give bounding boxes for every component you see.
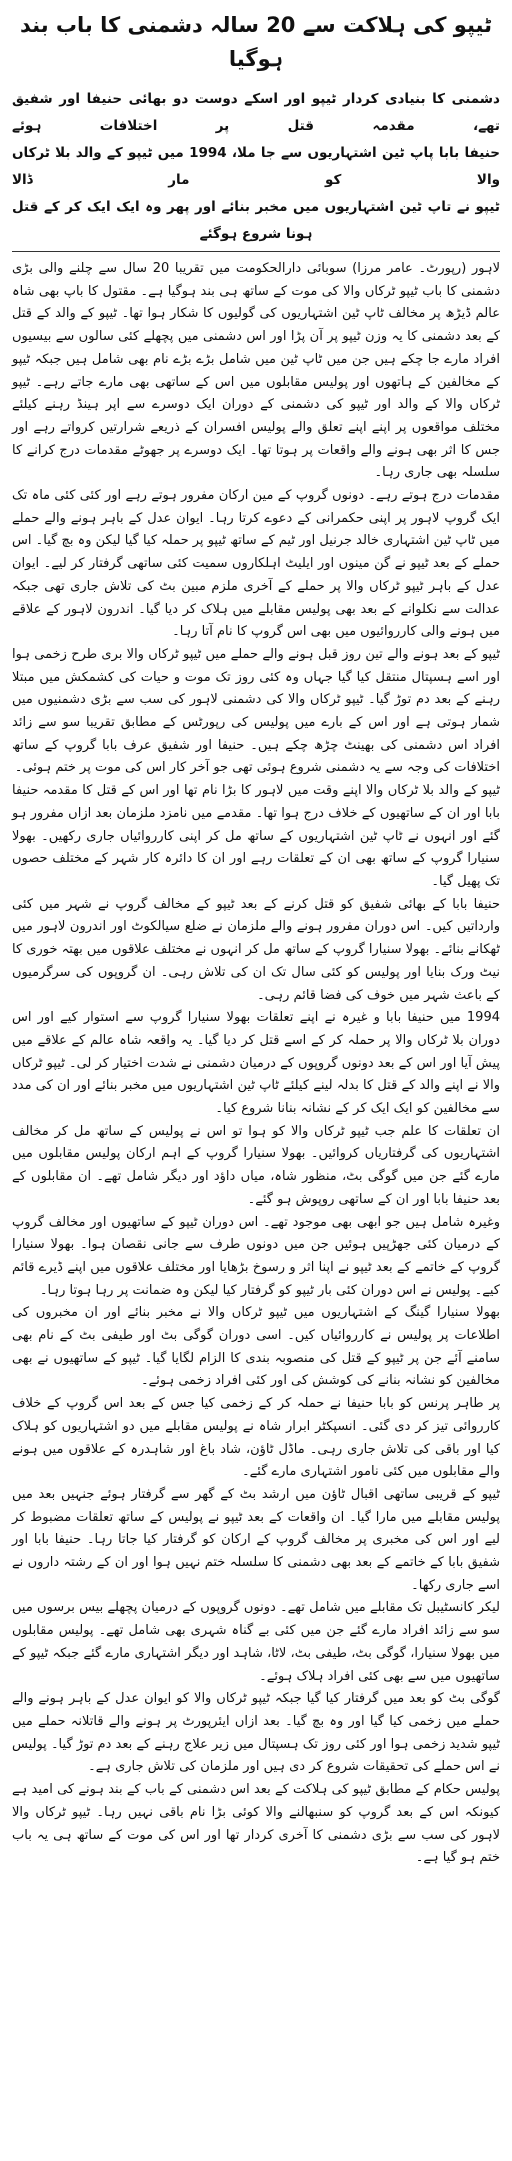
subheadline-2: حنیفا بابا پاپ ٹین اشتہاریوں سے جا ملا، 1994 میں ٹیپو کے والد بلا ٹرکاں والا کو مار ڈالا [12,145,500,188]
paragraph: لیکر کانسٹیبل تک مقابلے میں شامل تھے۔ دونوں گروپوں کے درمیان پچھلے بیس برسوں میں سو سے زائد افراد مارے گئے جن میں کئی بے گناہ شہری بھی شامل تھے۔ پولیس مقابلوں میں بھولا سنیارا، گوگی بٹ، طیفی بٹ، لاٹا، شاہد اور دیگر اشتہاری مارے گئے جبکہ ٹیپو کے ساتھیوں میں سے بھی کئی افراد ہلاک ہوئے۔ [12,1600,500,1684]
paragraph: لاہور (رپورٹ۔ عامر مرزا) سوبائی دارالحکومت میں تقریبا 20 سال سے چلنے والی بڑی دشمنی کا باب ٹیپو ٹرکاں والا کی موت کے ساتھ ہی بند ہوگیا ہے۔ مقتول کا باپ بھی شاہ عالم ڈیڑھ پر مخالف ٹاپ ٹین اشتہاریوں کی گولیوں کا شکار ہوا تھا۔ ٹیپو کے والد کے قتل کے بعد دشمنی کا یہ وزن ٹیپو پر آن پڑا اور اس دشمنی میں پچھلے کئی سالوں سے بیسیوں افراد مارے جا چکے ہیں جن میں ٹاپ ٹین میں شامل بڑے بڑے نام بھی شامل ہیں جبکہ ٹیپو کے مخالفین کے ہاتھوں اور پولیس مقابلوں میں اس کے ساتھی بھی مارے جاتے رہے۔ ٹیپو ٹرکاں والا کے والد اور ٹیپو کی دشمنی کے دوران ایک دوسرے سے اپر ہینڈ رہنے کیلئے مختلف مواقعوں پر اپنے اپنے تعلق والے پولیس افسران کے ذریعے شرارتیں کرواتے رہے اور جس کا اثر بھی ہونے والے واقعات پر ہوتا تھا۔ ایک دوسرے پر جھوٹے مقدمات درج کرانے کا سلسلہ بھی جاری رہا۔ [12,261,500,481]
paragraph: پر طاہر پرنس کو بابا حنیفا نے حملہ کر کے زخمی کیا جس کے بعد اس گروپ کے خلاف کارروائی تیز کر دی گئی۔ انسپکٹر ابرار شاہ نے پولیس مقابلے میں دو اشتہاریوں کو ہلاک کیا اور باقی کی تلاش جاری رہی۔ ماڈل ٹاؤن، شاد باغ اور شاہدرہ کے علاقوں میں ہونے والے مقابلوں میں کئی نامور اشتہاری مارے گئے۔ [12,1396,500,1480]
paragraph: بھولا سنیارا گینگ کے اشتہاریوں میں ٹیپو ٹرکاں والا نے مخبر بنائے اور ان مخبروں کی اطلاعات پر پولیس نے کارروائیاں کیں۔ اسی دوران گوگی بٹ اور طیفی بٹ کے نام بھی سامنے آئے جن پر ٹیپو کے قتل کی منصوبہ بندی کا الزام لگایا گیا۔ ٹیپو کے ساتھیوں نے بھی مخالفین کو نشانہ بنانے کی کوشش کی اور کئی افراد زخمی ہوئے۔ [12,1305,500,1389]
paragraph: ٹیپو کے قریبی ساتھی اقبال ٹاؤن میں ارشد بٹ کے گھر سے گرفتار ہوئے جنہیں بعد میں پولیس مقابلے میں مارا گیا۔ ان واقعات کے بعد ٹیپو نے پولیس کے ساتھ تعلقات مضبوط کر لیے اور اس کی مخبری پر مخالف گروپ کے ارکان کو گرفتار کیا جاتا رہا۔ حنیفا بابا اور شفیق بابا کے خاتمے کے بعد بھی دشمنی کا سلسلہ ختم نہیں ہوا اور ان کے رشتہ داروں نے اسے جاری رکھا۔ [12,1486,500,1593]
paragraph: 1994 میں حنیفا بابا و غیرہ نے اپنے تعلقات بھولا سنیارا گروپ سے استوار کیے اور اس دوران بلا ٹرکاں والا پر حملہ کر کے اسے قتل کر دیا گیا۔ یہ واقعہ شاہ عالم کے علاقے میں پیش آیا اور اس کے بعد دونوں گروپوں کے درمیان دشمنی نے شدت اختیار کر لی۔ ٹیپو ٹرکاں والا نے اپنے والد کے قتل کا بدلہ لینے کیلئے ٹاپ ٹین اشتہاریوں میں مخبر بنائے اور ان کی مدد سے مخالفین کو ایک ایک کر کے نشانہ بنانا شروع کیا۔ [12,1010,500,1117]
subheadline-1: دشمنی کا بنیادی کردار ٹیپو اور اسکے دوست دو بھائی حنیفا اور شفیق تھے، مقدمہ قتل پر اختلافات ہوئے [12,91,500,134]
paragraph: وغیرہ شامل ہیں جو ابھی بھی موجود تھے۔ اس دوران ٹیپو کے ساتھیوں اور مخالف گروپ کے درمیان کئی جھڑپیں ہوئیں جن میں دونوں طرف سے جانی نقصان ہوا۔ بھولا سنیارا گروپ کے خاتمے کے بعد ٹیپو نے اپنا اثر و رسوخ بڑھایا اور مختلف علاقوں میں اپنے ڈیرے قائم کیے۔ پولیس نے اس دوران کئی بار ٹیپو کو گرفتار کیا لیکن وہ ضمانت پر رہا ہوتا رہا۔ [12,1214,500,1298]
divider [12,251,500,252]
paragraph: ٹیپو کے بعد ہونے والے تین روز قبل ہونے والے حملے میں ٹیپو ٹرکاں والا بری طرح زخمی ہوا اور اسے ہسپتال منتقل کیا گیا جہاں وہ کئی روز تک موت و حیات کی کشمکش میں مبتلا رہنے کے بعد دم توڑ گیا۔ ٹیپو ٹرکاں والا کی دشمنی لاہور کی سب سے بڑی دشمنیوں میں شمار ہوتی ہے اور اس کے بارے میں پولیس کی رپورٹس کے مطابق تقریبا سو سے زائد افراد اس دشمنی کی بھینٹ چڑھ چکے ہیں۔ حنیفا اور شفیق عرف بابا گروپ کے ساتھ اختلافات کی وجہ سے یہ دشمنی شروع ہوئی تھی جو آخر کار اس کی موت پر ختم ہوئی۔ [12,646,500,776]
paragraph: ان تعلقات کا علم جب ٹیپو ٹرکاں والا کو ہوا تو اس نے پولیس کے ساتھ مل کر مخالف اشتہاریوں کی گرفتاریاں کروائیں۔ بھولا سنیارا گروپ کے اہم ارکان پولیس مقابلوں میں مارے گئے جن میں گوگی بٹ، منظور شاہ، میاں داؤد اور دیگر شامل تھے۔ ان مقابلوں کے بعد حنیفا بابا اور ان کے ساتھی روپوش ہو گئے۔ [12,1123,500,1207]
paragraph: حنیفا بابا کے بھائی شفیق کو قتل کرنے کے بعد ٹیپو کے مخالف گروپ نے شہر میں کئی وارداتیں کیں۔ اس دوران مفرور ہونے والے ملزمان نے ضلع سیالکوٹ اور اندرون لاہور میں ٹھکانے بنائے۔ بھولا سنیارا گروپ کے ساتھ مل کر انہوں نے مختلف علاقوں میں بھتہ خوری کا نیٹ ورک بنایا اور پولیس کو کئی سال تک ان کی تلاش رہی۔ ان گروپوں کی سرگرمیوں کے باعث شہر میں خوف کی فضا قائم رہی۔ [12,896,500,1003]
subheadlines [12,86,500,248]
paragraph: ٹیپو کے والد بلا ٹرکاں والا اپنے وقت میں لاہور کا بڑا نام تھا اور اس کے قتل کا مقدمہ حنیفا بابا اور ان کے ساتھیوں کے خلاف درج ہوا تھا۔ مقدمے میں نامزد ملزمان بعد ازاں مفرور ہو گئے اور انہوں نے ٹاپ ٹین اشتہاریوں کے ساتھ مل کر اپنی کارروائیاں جاری رکھیں۔ بھولا سنیارا گروپ کے ساتھ بھی ان کے تعلقات رہے اور ان کا دائرہ کار شہر کے مختلف حصوں تک پھیل گیا۔ [12,783,500,889]
paragraph: گوگی بٹ کو بعد میں گرفتار کیا گیا جبکہ ٹیپو ٹرکاں والا کو ایوان عدل کے باہر ہونے والے حملے میں زخمی کیا گیا اور وہ بچ گیا۔ بعد ازاں ایئرپورٹ پر ہونے والے قاتلانہ حملے میں ٹیپو شدید زخمی ہوا اور کئی روز تک ہسپتال میں زیر علاج رہنے کے بعد دم توڑ گیا۔ پولیس نے اس حملے کی تحقیقات شروع کر دی ہیں اور ملزمان کی تلاش جاری ہے۔ [12,1691,500,1775]
subheadline-3: ٹیپو نے تاپ ٹین اشتہاریوں میں مخبر بنائے اور پھر وہ ایک ایک کر کے قتل ہونا شروع ہوگئے [12,199,500,242]
paragraph: مقدمات درج ہوتے رہے۔ دونوں گروپ کے مین ارکان مفرور ہوتے رہے اور کئی کئی ماہ تک ایک گروپ لاہور پر اپنی حکمرانی کے دعوے کرتا رہا۔ ایوان عدل کے باہر ہونے والے حملے میں ٹاپ ٹین اشتہاری خالد جرنیل اور ٹیم کے ساتھ ٹیپو پر حملہ کیا گیا لیکن وہ بچ گیا۔ اس حملے کے بعد ٹیپو نے گن مینوں اور ایلیٹ اہلکاروں سمیت کئی ساتھی گرفتار کر لیے۔ ایوان عدل کے باہر ٹیپو ٹرکاں والا پر حملے کے آخری ملزم مبین بٹ کی تلاش جاری تھی جبکہ عدالت سے نکلوانے کے بعد بھی پولیس مقابلے میں ہلاک کر دیا گیا۔ اندرون لاہور کے علاقے میں ہونے والی کارروائیوں میں بھی اس گروپ کا نام آتا رہا۔ [12,488,500,640]
paragraph: پولیس حکام کے مطابق ٹیپو کی ہلاکت کے بعد اس دشمنی کے باب کے بند ہونے کی امید ہے کیونکہ اس کے بعد گروپ کو سنبھالنے والا کوئی بڑا نام باقی نہیں رہا۔ ٹیپو ٹرکاں والا لاہور کی سب سے بڑی دشمنی کا آخری کردار تھا اور اس کی موت کے ساتھ ہی یہ باب ختم ہو گیا ہے۔ [12,1782,500,1866]
article-headline: ٹیپو کی ہلاکت سے 20 سالہ دشمنی کا باب بند ہوگیا [20,13,492,71]
article-body [12,258,500,1870]
